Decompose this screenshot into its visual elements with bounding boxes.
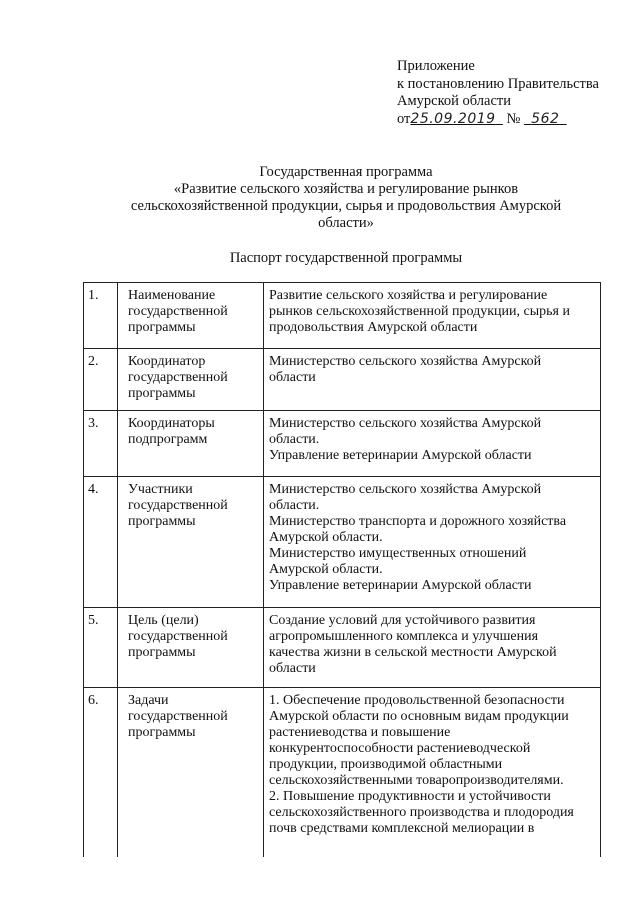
row-value-line: продовольствия Амурской области	[269, 320, 478, 335]
title-line1: Государственная программа	[259, 164, 433, 180]
row-value-line: качества жизни в сельской местности Амурской	[269, 645, 557, 660]
row-value-line: Развитие сельского хозяйства и регулирование	[269, 288, 548, 303]
row-value-line: области	[269, 661, 316, 676]
row-value-line: Министерство транспорта и дорожного хозяйства	[269, 514, 567, 529]
row-label	[118, 411, 264, 477]
passport-table	[83, 282, 601, 857]
row-label-line: программы	[128, 645, 196, 660]
row-number: 1.	[84, 283, 118, 349]
row-label-line: Координаторы	[128, 416, 215, 431]
table-row	[84, 283, 601, 349]
table-row	[84, 477, 601, 608]
date-prefix: от	[397, 110, 411, 127]
row-value	[264, 608, 601, 688]
row-value-line: агропромышленного комплекса и улучшения	[269, 629, 539, 644]
row-label-line: Цель (цели)	[128, 613, 199, 628]
row-value-line: Министерство сельского хозяйства Амурской	[269, 482, 542, 497]
handwritten-date: 25.09.2019	[410, 110, 496, 127]
appendix-line3: Амурской области	[397, 93, 511, 109]
row-label	[118, 608, 264, 688]
row-label-line: Участники	[128, 482, 193, 497]
row-label-line: Задачи	[128, 693, 169, 708]
table-row	[84, 411, 601, 477]
table-row	[84, 608, 601, 688]
row-value-line: почв средствами комплексной мелиорации в	[269, 821, 535, 836]
row-value-line: Амурской области.	[269, 530, 383, 545]
row-value-line: области.	[269, 498, 320, 513]
row-label	[118, 283, 264, 349]
row-number: 4.	[84, 477, 118, 608]
row-value-line: продукции, производимой областными	[269, 757, 503, 772]
row-value-line: 1. Обеспечение продовольственной безопасности	[269, 693, 565, 708]
table-row	[84, 688, 601, 858]
row-label-line: Наименование	[128, 288, 216, 303]
row-value-line: Министерство сельского хозяйства Амурской	[269, 354, 542, 369]
title-line4: области»	[318, 215, 374, 231]
row-label-line: государственной	[128, 304, 228, 319]
row-label	[118, 349, 264, 411]
row-value-line: конкурентоспособности растениеводческой	[269, 741, 531, 756]
appendix-line1: Приложение	[397, 58, 475, 74]
row-value-line: Амурской области.	[269, 562, 383, 577]
row-value-line: растениеводства и повышение	[269, 725, 451, 740]
row-value-line: Министерство имущественных отношений	[269, 546, 527, 561]
title-line2: «Развитие сельского хозяйства и регулирование рынков	[173, 181, 519, 197]
row-value-line: сельскохозяйственными товаропроизводителями.	[269, 773, 564, 788]
row-label-line: Координатор	[128, 354, 206, 369]
appendix-date-line	[397, 111, 637, 129]
row-number: 5.	[84, 608, 118, 688]
row-number: 2.	[84, 349, 118, 411]
row-label-line: программы	[128, 725, 196, 740]
row-value-line: Министерство сельского хозяйства Амурской	[269, 416, 542, 431]
row-value	[264, 283, 601, 349]
row-value-line: Создание условий для устойчивого развития	[269, 613, 536, 628]
row-value-line: Амурской области по основным видам продукции	[269, 709, 569, 724]
row-label-line: государственной	[128, 709, 228, 724]
handwritten-number: 562	[531, 110, 560, 127]
row-label-line: государственной	[128, 629, 228, 644]
row-label-line: программы	[128, 320, 196, 335]
title-line3: сельскохозяйственной продукции, сырья и продовольствия Амурской	[130, 198, 562, 214]
row-value-line: области.	[269, 432, 320, 447]
number-prefix: №	[506, 110, 521, 127]
row-number: 6.	[84, 688, 118, 858]
row-value-line: 2. Повышение продуктивности и устойчивости	[269, 789, 551, 804]
row-number: 3.	[84, 411, 118, 477]
row-value	[264, 349, 601, 411]
row-label	[118, 477, 264, 608]
appendix-line2: к постановлению Правительства	[397, 75, 599, 92]
appendix-header	[397, 58, 637, 128]
row-value	[264, 411, 601, 477]
document-title	[60, 164, 632, 232]
row-label-line: программы	[128, 514, 196, 529]
row-value-line: сельскохозяйственного производства и плодородия	[269, 805, 574, 820]
row-label	[118, 688, 264, 858]
row-label-line: программы	[128, 386, 196, 401]
row-value-line: Управление ветеринарии Амурской области	[269, 578, 532, 593]
passport-subtitle: Паспорт государственной программы	[229, 250, 463, 266]
row-value	[264, 688, 601, 858]
row-value-line: Управление ветеринарии Амурской области	[269, 448, 532, 463]
row-value	[264, 477, 601, 608]
row-label-line: государственной	[128, 370, 228, 385]
row-value-line: рынков сельскохозяйственной продукции, сырья и	[269, 304, 570, 319]
table-row	[84, 349, 601, 411]
row-label-line: подпрограмм	[128, 432, 208, 447]
row-value-line: области	[269, 370, 316, 385]
row-label-line: государственной	[128, 498, 228, 513]
